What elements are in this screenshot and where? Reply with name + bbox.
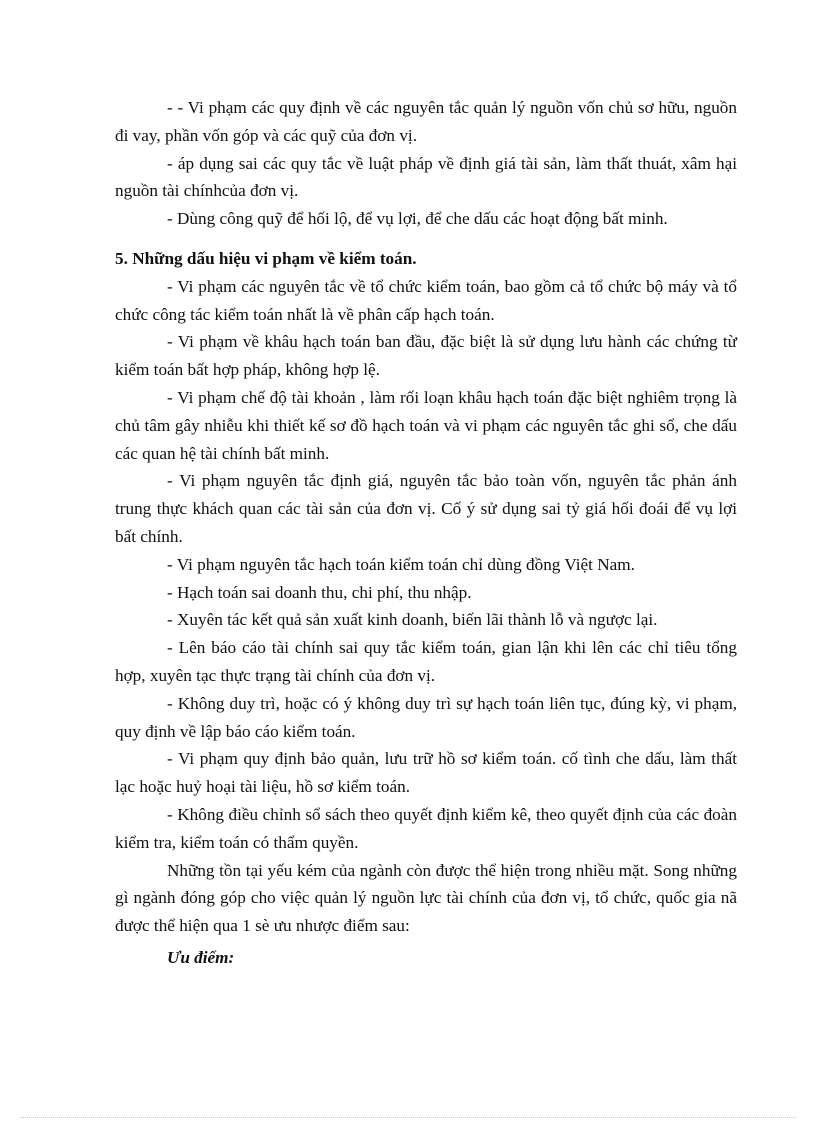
paragraph-public-funds: - Dùng công quỹ để hối lộ, để vụ lợi, để che dấu các hoạt động bất minh. [167, 209, 668, 229]
paragraph-revenue-errors: - Hạch toán sai doanh thu, chi phí, thu nhập. [167, 582, 472, 602]
paragraph-record-storage: - Vi phạm quy định bảo quản, lưu trữ hồ sơ kiểm toán. cố tình che dấu, làm thất lạc hoặc huỷ hoại tài liệu, hồ sơ kiểm toán. [115, 749, 737, 797]
paragraph-financial-reports: - Lên báo cáo tài chính sai quy tắc kiểm toán, gian lận khi lên các chỉ tiêu tổng hợp, xuyên tạc thực trạng tài chính của đơn vị. [115, 638, 737, 685]
paragraph-audit-organization: - Vi phạm các nguyên tắc về tổ chức kiểm toán, bao gồm cả tổ chức bộ máy và tổ chức công tác kiểm toán nhất là về phân cấp hạch toán. [115, 276, 737, 324]
paragraph-initial-accounting: - Vi phạm về khâu hạch toán ban đầu, đặc biệt là sử dụng lưu hành các chứng từ kiểm toán bất hợp pháp, không hợp lệ. [115, 332, 737, 380]
paragraph-asset-valuation: - áp dụng sai các quy tắc về luật pháp về định giá tài sản, làm thất thuát, xâm hại nguồn tài chínhcủa đơn vị. [115, 153, 737, 201]
paragraph-falsified-results: - Xuyên tác kết quả sản xuất kinh doanh, biến lãi thành lỗ và ngược lại. [167, 610, 658, 630]
paragraph-account-regime: - Vi phạm chế độ tài khoản , làm rối loạn khâu hạch toán đặc biệt nghiêm trọng là chủ tâm gây nhiễu khi thiết kế sơ đồ hạch toán và vi phạm các nguyên tắc ghi sổ, che dấu các quan hệ tài chính bất minh. [115, 387, 737, 463]
paragraph-continuous-accounting: - Không duy trì, hoặc có ý không duy trì sự hạch toán liên tục, đúng kỳ, vi phạm, quy định về lập báo cáo kiểm toán. [115, 693, 737, 741]
advantages-subheading: Ưu điểm: [167, 947, 235, 967]
paragraph-valuation-principles: - Vi phạm nguyên tắc định giá, nguyên tắc bảo toàn vốn, nguyên tắc phản ánh trung thực khách quan các tài sản của đơn vị. Cố ý sử dụng sai tỷ giá hối đoái để vụ lợi bất chính. [115, 471, 737, 546]
section-heading: 5. Những dấu hiệu vi phạm về kiểm toán. [115, 248, 417, 268]
document-body [115, 94, 737, 972]
paragraph-summary: Những tồn tại yếu kém của ngành còn được thể hiện trong nhiều mặt. Song những gì ngành đóng góp cho việc quản lý nguồn lực tài chính của đơn vị, tổ chức, quốc gia nã được thể hiện qua 1 sè ưu nhược điểm sau: [115, 860, 737, 936]
page-bottom-divider [20, 1117, 796, 1118]
paragraph-capital-rules: - - Vi phạm các quy định về các nguyên tắc quản lý nguồn vốn chủ sơ hữu, nguồn đi vay, phần vốn góp và các quỹ của đơn vị. [115, 98, 737, 145]
paragraph-vnd-currency: - Vi phạm nguyên tắc hạch toán kiểm toán chỉ dùng đồng Việt Nam. [167, 554, 635, 574]
paragraph-book-adjustment: - Không điều chỉnh sổ sách theo quyết định kiểm kê, theo quyết định của các đoàn kiểm tra, kiểm toán có thẩm quyền. [115, 804, 737, 852]
